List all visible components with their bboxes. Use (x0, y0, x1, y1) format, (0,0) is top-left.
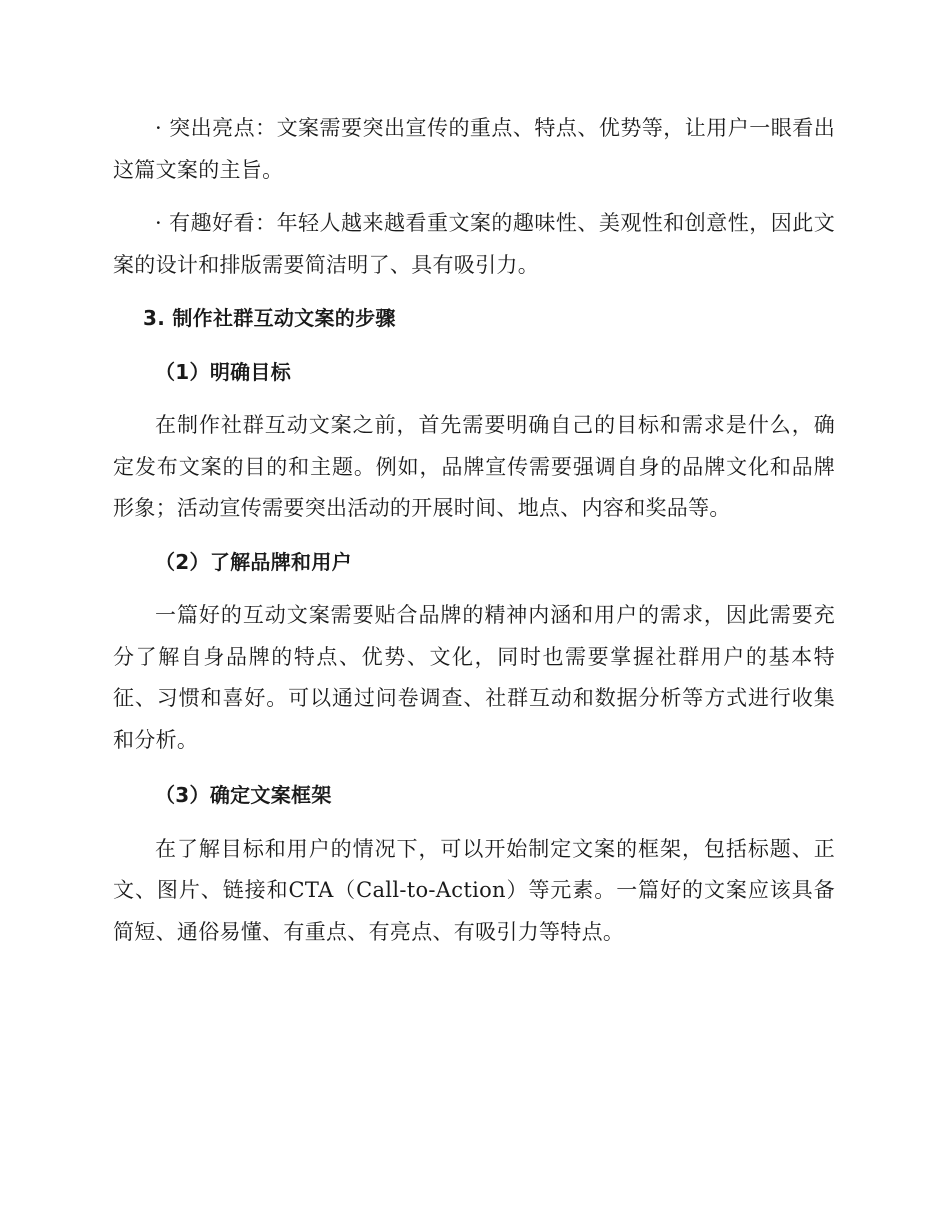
step-1-body: 在制作社群互动文案之前，首先需要明确自己的目标和需求是什么，确定发布文案的目的和主题。例如，品牌宣传需要强调自身的品牌文化和品牌形象；活动宣传需要突出活动的开展时间、地点、内容和奖品等。 (113, 413, 835, 520)
bullet-highlight: · 突出亮点：文案需要突出宣传的重点、特点、优势等，让用户一眼看出这篇文案的主旨。 (113, 116, 835, 182)
step-2-body: 一篇好的互动文案需要贴合品牌的精神内涵和用户的需求，因此需要充分了解自身品牌的特点、优势、文化，同时也需要掌握社群用户的基本特征、习惯和喜好。可以通过问卷调查、社群互动和数据分析等方式进行收集和分析。 (113, 603, 835, 752)
step-3-title: （3）确定文案框架 (155, 783, 332, 807)
section-heading: 3. 制作社群互动文案的步骤 (143, 306, 396, 330)
step-1-title: （1）明确目标 (155, 359, 292, 384)
step-3-body: 在了解目标和用户的情况下，可以开始制定文案的框架，包括标题、正文、图片、链接和CTA（Call-to-Action）等元素。一篇好的文案应该具备简短、通俗易懂、有重点、有亮点、有吸引力等特点。 (113, 836, 835, 944)
step-2-title: （2）了解品牌和用户 (155, 549, 352, 574)
bullet-interesting: · 有趣好看：年轻人越来越看重文案的趣味性、美观性和创意性，因此文案的设计和排版需要简洁明了、具有吸引力。 (113, 211, 835, 277)
document-body (113, 108, 835, 953)
